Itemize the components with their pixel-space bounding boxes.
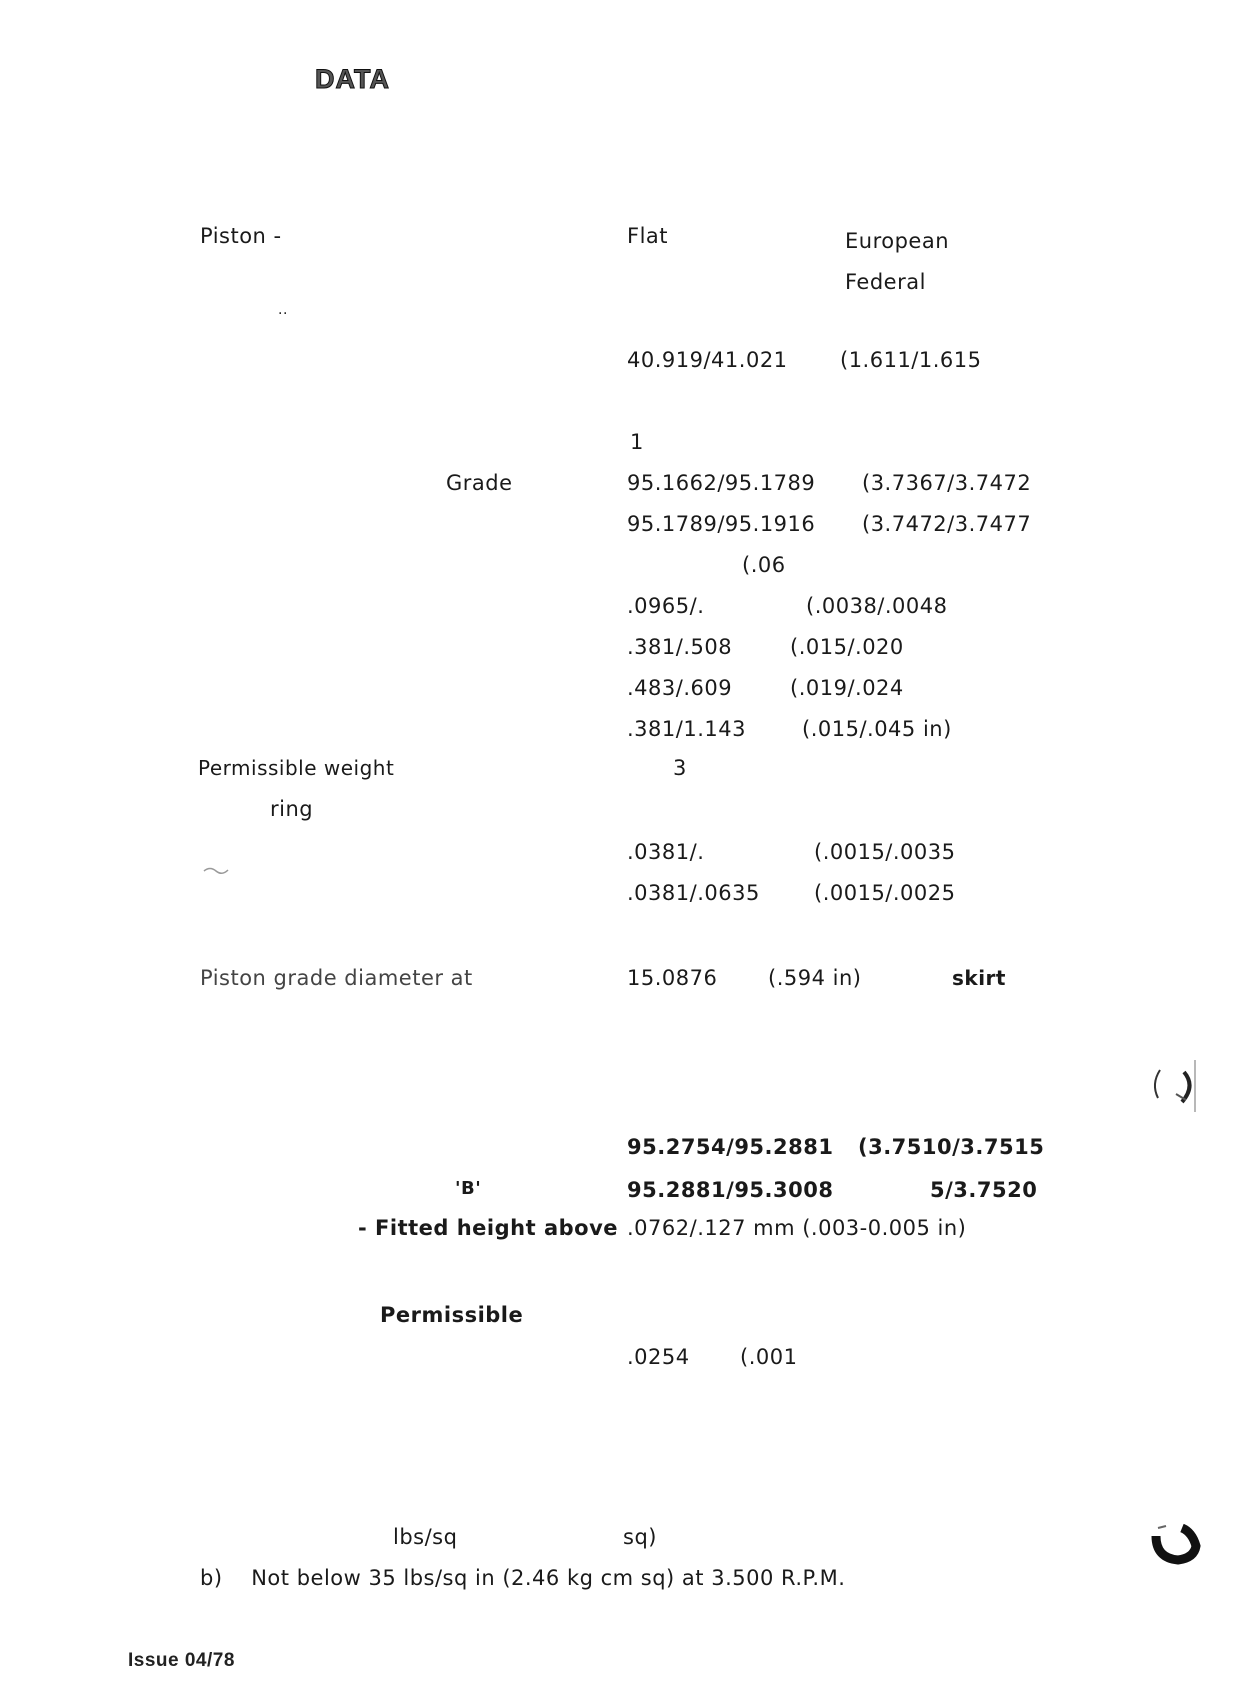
piston-label: Piston - [200, 224, 282, 248]
fitted-height-value: .0762/.127 mm (.003-0.005 in) [627, 1216, 967, 1240]
piston-grade-label: Piston grade diameter at [200, 966, 473, 990]
grade-1-in: (3.7367/3.7472 [862, 471, 1032, 495]
ring-clearance-1-mm: .0381/. [627, 840, 705, 864]
fitted-height-label: - Fitted height above [358, 1216, 619, 1240]
issue-footer: Issue 04/78 [128, 1650, 235, 1671]
ring-gap-2-in: (.015/.020 [790, 635, 904, 659]
ring-gap-4-in: (.015/.045 in) [802, 717, 952, 741]
ring-gap-3-in: (.019/.024 [790, 676, 904, 700]
grade-2-mm: 95.1789/95.1916 [627, 512, 816, 536]
permissible-mm: .0254 [627, 1345, 690, 1369]
punch-hole-2 [1146, 1514, 1202, 1570]
grade-label: Grade [446, 471, 513, 495]
spec-federal: Federal [845, 270, 926, 294]
oil-pressure-a-left: lbs/sq [393, 1525, 458, 1549]
liner-a-mm: 95.2754/95.2881 [627, 1135, 834, 1159]
ring-label: ring [270, 797, 314, 821]
permissible-in: (.001 [740, 1345, 798, 1369]
grade-number: 1 [630, 430, 644, 454]
oil-pressure-b: b) Not below 35 lbs/sq in (2.46 kg cm sq) at 3.500 R.P.M. [200, 1566, 846, 1590]
spec-european: European [845, 229, 950, 253]
pin-bore-in: (1.611/1.615 [840, 348, 982, 372]
liner-b-in: 5/3.7520 [930, 1178, 1038, 1202]
ring-clearance-1-in: (.0015/.0035 [814, 840, 956, 864]
piston-type: Flat [627, 224, 669, 248]
piston-grade-mm: 15.0876 [627, 966, 718, 990]
dash-mark: .. [278, 302, 288, 318]
liner-a-in: (3.7510/3.7515 [858, 1135, 1045, 1159]
clearance-in: (.06 [742, 553, 786, 577]
ring-gap-3-mm: .483/.609 [627, 676, 733, 700]
oil-pressure-a-right: sq) [623, 1525, 657, 1549]
ring-gap-4-mm: .381/1.143 [627, 717, 746, 741]
ring-gap-2-mm: .381/.508 [627, 635, 733, 659]
ring-gap-1-in: (.0038/.0048 [806, 594, 948, 618]
liner-b-mm: 95.2881/95.3008 [627, 1178, 834, 1202]
permissible-weight-value: 3 [673, 756, 687, 780]
grade-1-mm: 95.1662/95.1789 [627, 471, 816, 495]
page-title: DATA [315, 64, 390, 94]
permissible-weight-label: Permissible weight [198, 756, 395, 780]
piston-grade-where: skirt [952, 966, 1006, 990]
pin-bore-mm: 40.919/41.021 [627, 348, 788, 372]
piston-grade-in: (.594 in) [768, 966, 862, 990]
liner-b-label: 'B' [455, 1178, 482, 1199]
ring-gap-1-mm: .0965/. [627, 594, 705, 618]
ring-clearance-2-mm: .0381/.0635 [627, 881, 760, 905]
smudge-mark [202, 860, 230, 870]
permissible-label: Permissible [380, 1303, 524, 1327]
ring-clearance-2-in: (.0015/.0025 [814, 881, 956, 905]
grade-2-in: (3.7472/3.7477 [862, 512, 1032, 536]
punch-hole-1 [1148, 1058, 1198, 1114]
